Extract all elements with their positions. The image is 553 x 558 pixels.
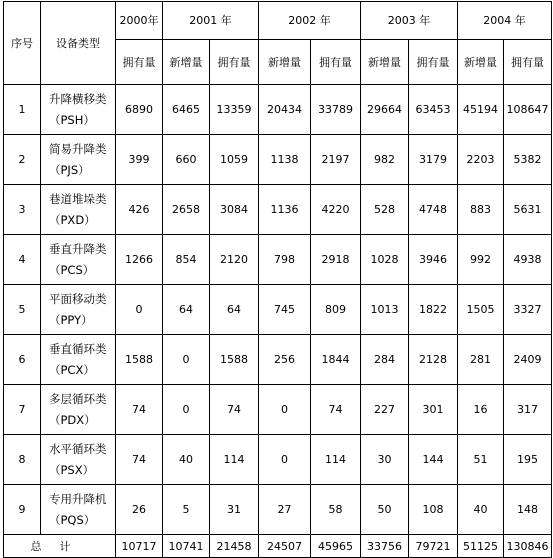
equipment-type: 专用升降机（PQS） xyxy=(41,485,116,535)
value-cell: 301 xyxy=(409,385,458,435)
value-cell: 74 xyxy=(116,435,163,485)
value-cell: 29664 xyxy=(361,85,409,135)
total-cell: 79721 xyxy=(409,535,458,558)
value-cell: 1138 xyxy=(259,135,311,185)
value-cell: 2409 xyxy=(504,335,552,385)
value-cell: 148 xyxy=(504,485,552,535)
value-cell: 20434 xyxy=(259,85,311,135)
value-cell: 0 xyxy=(259,435,311,485)
table-body xyxy=(4,85,552,535)
value-cell: 1822 xyxy=(409,285,458,335)
value-cell: 40 xyxy=(458,485,504,535)
total-cell: 45965 xyxy=(311,535,361,558)
table-row xyxy=(4,235,552,285)
equipment-type: 水平循环类（PSX） xyxy=(41,435,116,485)
value-cell: 1266 xyxy=(116,235,163,285)
value-cell: 64 xyxy=(210,285,259,335)
value-cell: 2120 xyxy=(210,235,259,285)
value-cell: 30 xyxy=(361,435,409,485)
total-cell: 33756 xyxy=(361,535,409,558)
value-cell: 281 xyxy=(458,335,504,385)
value-cell: 317 xyxy=(504,385,552,435)
value-cell: 33789 xyxy=(311,85,361,135)
value-cell: 798 xyxy=(259,235,311,285)
value-cell: 3179 xyxy=(409,135,458,185)
value-cell: 284 xyxy=(361,335,409,385)
value-cell: 426 xyxy=(116,185,163,235)
header-new: 新增量 xyxy=(163,40,210,85)
table-row xyxy=(4,135,552,185)
value-cell: 0 xyxy=(163,335,210,385)
value-cell: 1844 xyxy=(311,335,361,385)
table-row xyxy=(4,335,552,385)
value-cell: 6465 xyxy=(163,85,210,135)
equipment-stats-table xyxy=(3,1,552,558)
value-cell: 256 xyxy=(259,335,311,385)
value-cell: 108647 xyxy=(504,85,552,135)
value-cell: 992 xyxy=(458,235,504,285)
value-cell: 2918 xyxy=(311,235,361,285)
row-number: 4 xyxy=(4,235,41,285)
value-cell: 1028 xyxy=(361,235,409,285)
value-cell: 74 xyxy=(210,385,259,435)
table-row xyxy=(4,85,552,135)
value-cell: 1588 xyxy=(116,335,163,385)
value-cell: 660 xyxy=(163,135,210,185)
header-new: 新增量 xyxy=(259,40,311,85)
value-cell: 4938 xyxy=(504,235,552,285)
value-cell: 114 xyxy=(210,435,259,485)
value-cell: 2658 xyxy=(163,185,210,235)
value-cell: 0 xyxy=(116,285,163,335)
equipment-type: 升降横移类（PSH） xyxy=(41,85,116,135)
value-cell: 40 xyxy=(163,435,210,485)
header-year-2002: 2002 年 xyxy=(259,2,361,40)
total-cell: 10741 xyxy=(163,535,210,558)
value-cell: 63453 xyxy=(409,85,458,135)
value-cell: 5382 xyxy=(504,135,552,185)
row-number: 3 xyxy=(4,185,41,235)
value-cell: 3084 xyxy=(210,185,259,235)
header-own-2004: 拥有量 xyxy=(504,40,552,85)
value-cell: 50 xyxy=(361,485,409,535)
equipment-type: 简易升降类（PJS） xyxy=(41,135,116,185)
value-cell: 13359 xyxy=(210,85,259,135)
value-cell: 6890 xyxy=(116,85,163,135)
value-cell: 1013 xyxy=(361,285,409,335)
header-year-2001: 2001 年 xyxy=(163,2,259,40)
total-cell: 51125 xyxy=(458,535,504,558)
row-number: 8 xyxy=(4,435,41,485)
total-cell: 21458 xyxy=(210,535,259,558)
value-cell: 0 xyxy=(163,385,210,435)
value-cell: 0 xyxy=(259,385,311,435)
total-label: 总计 xyxy=(4,535,116,558)
value-cell: 4220 xyxy=(311,185,361,235)
row-number: 9 xyxy=(4,485,41,535)
value-cell: 5 xyxy=(163,485,210,535)
total-cell: 130846 xyxy=(504,535,552,558)
value-cell: 854 xyxy=(163,235,210,285)
header-year-2000: 2000年 xyxy=(116,2,163,40)
header-new: 新增量 xyxy=(361,40,409,85)
equipment-type: 平面移动类（PPY） xyxy=(41,285,116,335)
value-cell: 31 xyxy=(210,485,259,535)
value-cell: 528 xyxy=(361,185,409,235)
value-cell: 27 xyxy=(259,485,311,535)
equipment-type: 垂直循环类（PCX） xyxy=(41,335,116,385)
value-cell: 1505 xyxy=(458,285,504,335)
value-cell: 1588 xyxy=(210,335,259,385)
row-number: 5 xyxy=(4,285,41,335)
value-cell: 58 xyxy=(311,485,361,535)
header-own: 拥有量 xyxy=(116,40,163,85)
table-row xyxy=(4,285,552,335)
table-row xyxy=(4,485,552,535)
equipment-type: 巷道堆垛类（PXD） xyxy=(41,185,116,235)
value-cell: 51 xyxy=(458,435,504,485)
total-cell: 24507 xyxy=(259,535,311,558)
value-cell: 745 xyxy=(259,285,311,335)
header-type: 设备类型 xyxy=(41,2,116,85)
header-new: 新增量 xyxy=(458,40,504,85)
row-number: 2 xyxy=(4,135,41,185)
value-cell: 74 xyxy=(116,385,163,435)
value-cell: 5631 xyxy=(504,185,552,235)
value-cell: 1059 xyxy=(210,135,259,185)
value-cell: 144 xyxy=(409,435,458,485)
header-own: 拥有量 xyxy=(409,40,458,85)
value-cell: 74 xyxy=(311,385,361,435)
value-cell: 2128 xyxy=(409,335,458,385)
total-cell: 10717 xyxy=(116,535,163,558)
value-cell: 114 xyxy=(311,435,361,485)
total-row xyxy=(4,535,552,558)
header-own: 拥有量 xyxy=(210,40,259,85)
value-cell: 809 xyxy=(311,285,361,335)
value-cell: 3946 xyxy=(409,235,458,285)
value-cell: 4748 xyxy=(409,185,458,235)
value-cell: 45194 xyxy=(458,85,504,135)
table-row xyxy=(4,435,552,485)
header-own: 拥有量 xyxy=(311,40,361,85)
equipment-type: 垂直升降类（PCS） xyxy=(41,235,116,285)
row-number: 7 xyxy=(4,385,41,435)
row-number: 1 xyxy=(4,85,41,135)
value-cell: 195 xyxy=(504,435,552,485)
value-cell: 1136 xyxy=(259,185,311,235)
table-row xyxy=(4,185,552,235)
value-cell: 108 xyxy=(409,485,458,535)
value-cell: 227 xyxy=(361,385,409,435)
header-row-years xyxy=(4,2,552,40)
value-cell: 883 xyxy=(458,185,504,235)
table-row xyxy=(4,385,552,435)
value-cell: 16 xyxy=(458,385,504,435)
value-cell: 64 xyxy=(163,285,210,335)
row-number: 6 xyxy=(4,335,41,385)
equipment-type: 多层循环类（PDX） xyxy=(41,385,116,435)
value-cell: 399 xyxy=(116,135,163,185)
header-year-2004: 2004 年 xyxy=(458,2,552,40)
value-cell: 26 xyxy=(116,485,163,535)
value-cell: 982 xyxy=(361,135,409,185)
header-no: 序号 xyxy=(4,2,41,85)
value-cell: 3327 xyxy=(504,285,552,335)
header-year-2003: 2003 年 xyxy=(361,2,458,40)
value-cell: 2197 xyxy=(311,135,361,185)
value-cell: 2203 xyxy=(458,135,504,185)
